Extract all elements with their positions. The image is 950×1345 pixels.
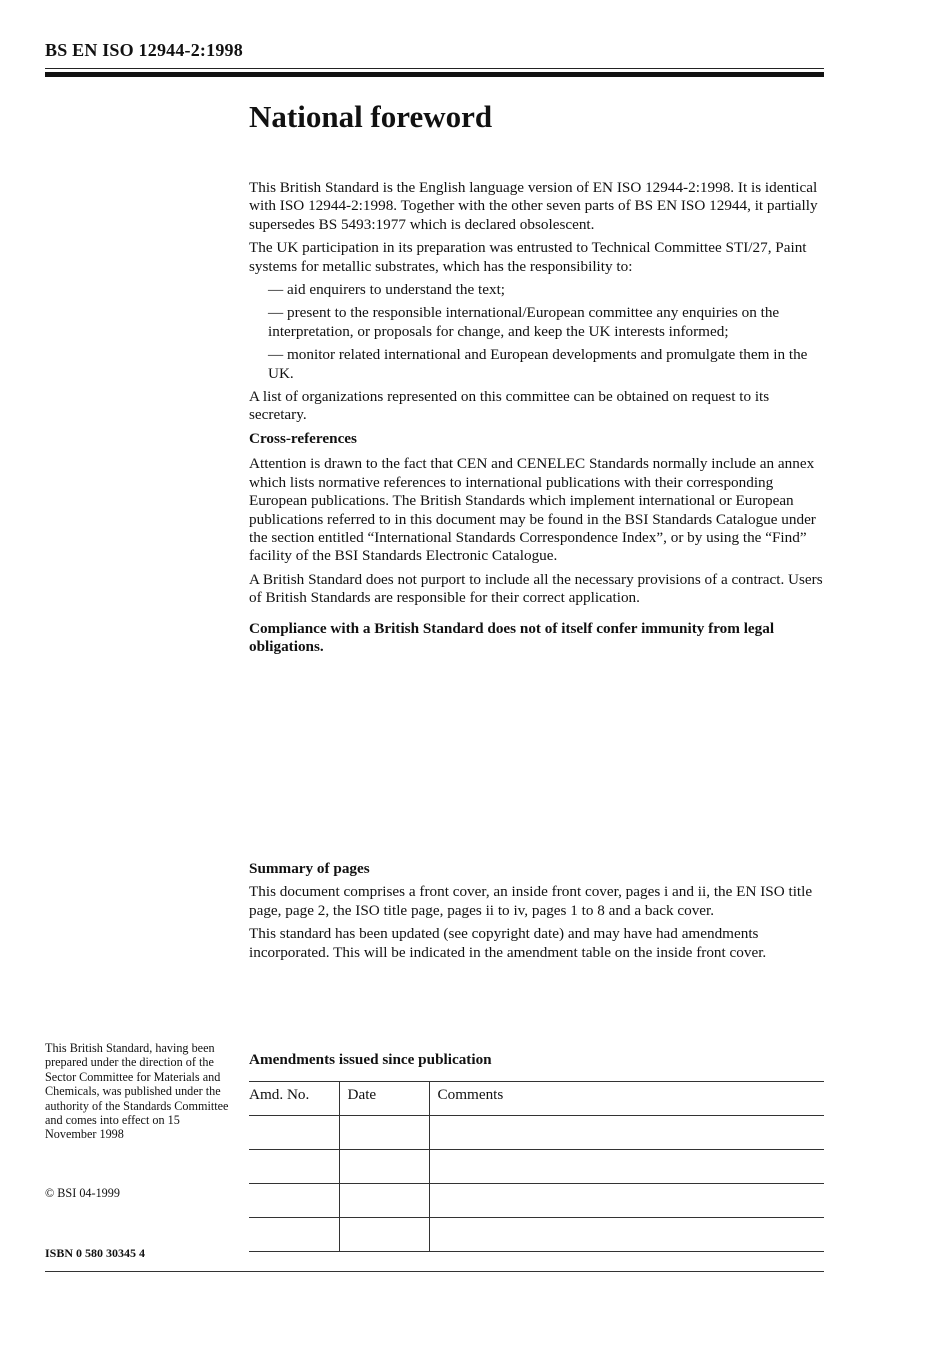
header-rule-thick: [45, 72, 824, 77]
summary-section: [249, 860, 824, 967]
table-cell: [339, 1218, 429, 1252]
table-header-row: [249, 1082, 824, 1116]
list-item: — present to the responsible international/European committee any enquiries on the interpretation, or proposals for change, and keep the UK interests informed;: [268, 304, 780, 340]
crossref-paragraph-1: Attention is drawn to the fact that CEN and CENELEC Standards normally include an annex which lists normative references to international publications with their corresponding European publications. The British Standards which implement international or European publications referred to in this document may be found in the BSI Standards Catalogue under the section entitled “International Standards Correspondence Index”, or by using the “Find” facility of the BSI Standards Electronic Catalogue.: [249, 455, 816, 565]
table-cell: [429, 1184, 824, 1218]
intro-paragraph-1: This British Standard is the English language version of EN ISO 12944-2:1998. It is identical with ISO 12944-2:1998. Together with the other seven parts of BS EN ISO 12944, it partially supersedes BS 5493:1977 which is declared obsolescent.: [249, 179, 818, 233]
table-cell: [249, 1150, 339, 1184]
crossref-heading: Cross-references: [249, 429, 357, 447]
compliance-statement: Compliance with a British Standard does not of itself confer immunity from legal obligations.: [249, 619, 775, 655]
column-header-date: Date: [339, 1082, 429, 1116]
table-cell: [339, 1150, 429, 1184]
summary-heading: Summary of pages: [249, 860, 370, 877]
summary-paragraph-2: This standard has been updated (see copyright date) and may have had amendments incorporated. This will be indicated in the amendment table on the inside front cover.: [249, 925, 767, 961]
table-cell: [249, 1184, 339, 1218]
header-rule-thin: [45, 68, 824, 69]
column-header-amd-no: Amd. No.: [249, 1082, 339, 1116]
summary-paragraph-1: This document comprises a front cover, an inside front cover, pages i and ii, the EN ISO title page, page 2, the ISO title page, pages ii to iv, pages 1 to 8 and a back cover.: [249, 883, 813, 919]
table-cell: [429, 1218, 824, 1252]
table-cell: [339, 1116, 429, 1150]
table-cell: [429, 1116, 824, 1150]
table-row: [249, 1150, 824, 1184]
table-cell: [339, 1184, 429, 1218]
isbn: ISBN 0 580 30345 4: [45, 1246, 146, 1260]
list-item: — monitor related international and European developments and promulgate them in the UK.: [268, 346, 808, 382]
crossref-paragraph-2: A British Standard does not purport to include all the necessary provisions of a contract. Users of British Standards are responsible for their correct application.: [249, 570, 823, 607]
document-code: BS EN ISO 12944-2:1998: [45, 40, 243, 60]
amendments-heading: Amendments issued since publication: [249, 1051, 492, 1068]
foreword-body: [249, 179, 824, 661]
table-cell: [429, 1150, 824, 1184]
copyright-notice: © BSI 04-1999: [45, 1186, 120, 1200]
list-item: — aid enquirers to understand the text;: [268, 281, 506, 299]
table-cell: [249, 1218, 339, 1252]
page-title: National foreword: [249, 99, 493, 134]
publication-note: [45, 1041, 230, 1142]
amendments-table: [249, 1081, 824, 1252]
footer-rule: [45, 1271, 824, 1272]
publication-note-text: This British Standard, having been prepared under the direction of the Sector Committee for Materials and Chemicals, was published under the authority of the Standards Committee and comes into effect on 15 November 1998: [45, 1041, 229, 1142]
column-header-comments: Comments: [429, 1082, 824, 1116]
intro-paragraph-3: A list of organizations represented on this committee can be obtained on request to its secretary.: [249, 388, 770, 424]
table-row: [249, 1116, 824, 1150]
table-cell: [249, 1116, 339, 1150]
table-row: [249, 1184, 824, 1218]
table-row: [249, 1218, 824, 1252]
intro-paragraph-2: The UK participation in its preparation was entrusted to Technical Committee STI/27, Paint systems for metallic substrates, which has the responsibility to:: [249, 239, 807, 275]
